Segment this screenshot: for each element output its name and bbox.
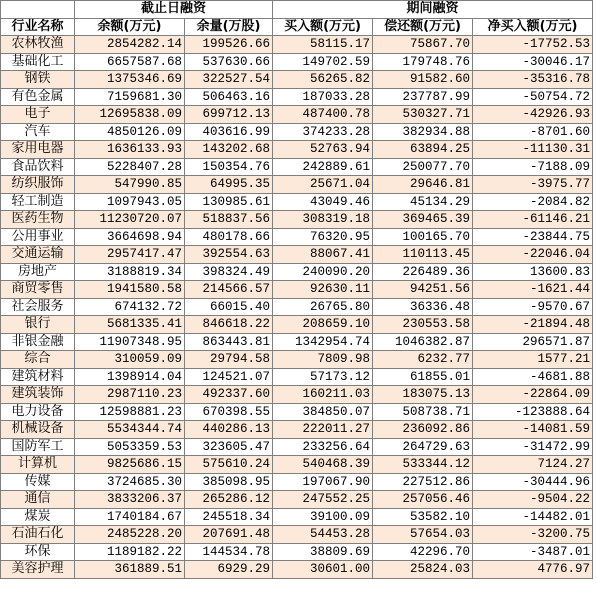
- net-buy-cell: -123888.64: [473, 403, 593, 421]
- volume-cell: 199526.66: [185, 36, 273, 54]
- industry-cell: 农林牧渔: [1, 36, 75, 54]
- net-buy-cell: -23844.75: [473, 228, 593, 246]
- repay-cell: 508738.71: [373, 403, 473, 421]
- buy-cell: 25671.04: [273, 176, 373, 194]
- table-row: [1, 368, 593, 386]
- repay-cell: 94251.56: [373, 281, 473, 299]
- volume-cell: 518837.56: [185, 211, 273, 229]
- table-row: [1, 36, 593, 54]
- industry-cell: 机械设备: [1, 421, 75, 439]
- balance-cell: 12598881.23: [75, 403, 185, 421]
- table-row: [1, 561, 593, 579]
- buy-cell: 26765.80: [273, 298, 373, 316]
- balance-cell: 3833206.37: [75, 491, 185, 509]
- volume-cell: 846618.22: [185, 316, 273, 334]
- volume-cell: 130985.61: [185, 193, 273, 211]
- balance-cell: 361889.51: [75, 561, 185, 579]
- volume-cell: 323605.47: [185, 438, 273, 456]
- volume-cell: 403616.99: [185, 123, 273, 141]
- volume-cell: 6929.29: [185, 561, 273, 579]
- buy-cell: 233256.64: [273, 438, 373, 456]
- table-row: [1, 403, 593, 421]
- table-row: [1, 543, 593, 561]
- buy-cell: 208659.10: [273, 316, 373, 334]
- balance-cell: 12695838.09: [75, 106, 185, 124]
- balance-cell: 5681335.41: [75, 316, 185, 334]
- repay-cell: 29646.81: [373, 176, 473, 194]
- table-header: [1, 1, 593, 36]
- industry-cell: 有色金属: [1, 88, 75, 106]
- repay-cell: 53582.10: [373, 508, 473, 526]
- repay-cell: 45134.29: [373, 193, 473, 211]
- net-buy-cell: -14482.01: [473, 508, 593, 526]
- col-header-balance: 余额(万元): [75, 18, 185, 36]
- repay-cell: 533344.12: [373, 456, 473, 474]
- industry-cell: 公用事业: [1, 228, 75, 246]
- repay-cell: 183075.13: [373, 386, 473, 404]
- buy-cell: 540468.39: [273, 456, 373, 474]
- industry-cell: 轻工制造: [1, 193, 75, 211]
- table-row: [1, 71, 593, 89]
- repay-cell: 382934.88: [373, 123, 473, 141]
- volume-cell: 398324.49: [185, 263, 273, 281]
- table-row: [1, 421, 593, 439]
- col-header-industry: 行业名称: [1, 18, 75, 36]
- volume-cell: 29794.58: [185, 351, 273, 369]
- industry-cell: 基础化工: [1, 53, 75, 71]
- buy-cell: 7809.98: [273, 351, 373, 369]
- table-row: [1, 438, 593, 456]
- industry-cell: 建筑材料: [1, 368, 75, 386]
- industry-cell: 社会服务: [1, 298, 75, 316]
- balance-cell: 3664698.94: [75, 228, 185, 246]
- balance-cell: 2485228.20: [75, 526, 185, 544]
- industry-cell: 综合: [1, 351, 75, 369]
- net-buy-cell: -30046.17: [473, 53, 593, 71]
- table-body: [1, 36, 593, 579]
- industry-cell: 医药生物: [1, 211, 75, 229]
- net-buy-cell: -22046.04: [473, 246, 593, 264]
- balance-cell: 9825686.15: [75, 456, 185, 474]
- table-row: [1, 281, 593, 299]
- balance-cell: 1097943.05: [75, 193, 185, 211]
- balance-cell: 547990.85: [75, 176, 185, 194]
- col-header-repay: 偿还额(万元): [373, 18, 473, 36]
- industry-cell: 电子: [1, 106, 75, 124]
- buy-cell: 242889.61: [273, 158, 373, 176]
- repay-cell: 100165.70: [373, 228, 473, 246]
- balance-cell: 2957417.47: [75, 246, 185, 264]
- buy-cell: 39100.09: [273, 508, 373, 526]
- repay-cell: 250077.70: [373, 158, 473, 176]
- col-header-buy: 买入额(万元): [273, 18, 373, 36]
- net-buy-cell: -30444.96: [473, 473, 593, 491]
- buy-cell: 374233.28: [273, 123, 373, 141]
- table-row: [1, 246, 593, 264]
- balance-cell: 11907348.95: [75, 333, 185, 351]
- repay-cell: 63894.25: [373, 141, 473, 159]
- table-row: [1, 298, 593, 316]
- industry-cell: 银行: [1, 316, 75, 334]
- balance-cell: 1941580.58: [75, 281, 185, 299]
- buy-cell: 52763.94: [273, 141, 373, 159]
- repay-cell: 110113.45: [373, 246, 473, 264]
- volume-cell: 64995.35: [185, 176, 273, 194]
- industry-cell: 房地产: [1, 263, 75, 281]
- balance-cell: 6657587.68: [75, 53, 185, 71]
- repay-cell: 257056.46: [373, 491, 473, 509]
- table-row: [1, 526, 593, 544]
- balance-cell: 5053359.53: [75, 438, 185, 456]
- industry-cell: 纺织服饰: [1, 176, 75, 194]
- industry-cell: 商贸零售: [1, 281, 75, 299]
- repay-cell: 75867.70: [373, 36, 473, 54]
- balance-cell: 5228407.28: [75, 158, 185, 176]
- table-row: [1, 88, 593, 106]
- net-buy-cell: 1577.21: [473, 351, 593, 369]
- header-group-end-of-day: 截止日融资: [75, 1, 273, 19]
- net-buy-cell: 13600.83: [473, 263, 593, 281]
- industry-cell: 石油石化: [1, 526, 75, 544]
- repay-cell: 25824.03: [373, 561, 473, 579]
- repay-cell: 226489.36: [373, 263, 473, 281]
- volume-cell: 699712.13: [185, 106, 273, 124]
- balance-cell: 1375346.69: [75, 71, 185, 89]
- table-row: [1, 351, 593, 369]
- table-row: [1, 53, 593, 71]
- net-buy-cell: 7124.27: [473, 456, 593, 474]
- table-row: [1, 491, 593, 509]
- volume-cell: 245518.34: [185, 508, 273, 526]
- repay-cell: 227512.86: [373, 473, 473, 491]
- repay-cell: 91582.60: [373, 71, 473, 89]
- buy-cell: 487400.78: [273, 106, 373, 124]
- header-group-period: 期间融资: [273, 1, 593, 19]
- net-buy-cell: 4776.97: [473, 561, 593, 579]
- header-column-row: [1, 18, 593, 36]
- table-row: [1, 316, 593, 334]
- balance-cell: 11230720.07: [75, 211, 185, 229]
- balance-cell: 1189182.22: [75, 543, 185, 561]
- industry-cell: 汽车: [1, 123, 75, 141]
- buy-cell: 54453.28: [273, 526, 373, 544]
- net-buy-cell: -1621.44: [473, 281, 593, 299]
- table-row: [1, 386, 593, 404]
- net-buy-cell: -2084.82: [473, 193, 593, 211]
- buy-cell: 384850.07: [273, 403, 373, 421]
- volume-cell: 537630.66: [185, 53, 273, 71]
- table-row: [1, 158, 593, 176]
- repay-cell: 230553.58: [373, 316, 473, 334]
- volume-cell: 575610.24: [185, 456, 273, 474]
- buy-cell: 187033.28: [273, 88, 373, 106]
- volume-cell: 124521.07: [185, 368, 273, 386]
- industry-cell: 交通运输: [1, 246, 75, 264]
- balance-cell: 5534344.74: [75, 421, 185, 439]
- header-group-row: [1, 1, 593, 19]
- buy-cell: 58115.17: [273, 36, 373, 54]
- balance-cell: 674132.72: [75, 298, 185, 316]
- col-header-volume: 余量(万股): [185, 18, 273, 36]
- balance-cell: 1398914.04: [75, 368, 185, 386]
- balance-cell: 4850126.09: [75, 123, 185, 141]
- repay-cell: 1046382.87: [373, 333, 473, 351]
- repay-cell: 264729.63: [373, 438, 473, 456]
- volume-cell: 385098.95: [185, 473, 273, 491]
- volume-cell: 66015.40: [185, 298, 273, 316]
- net-buy-cell: -8701.60: [473, 123, 593, 141]
- net-buy-cell: -9570.67: [473, 298, 593, 316]
- balance-cell: 3724685.30: [75, 473, 185, 491]
- table-row: [1, 456, 593, 474]
- table-row: [1, 106, 593, 124]
- buy-cell: 76320.95: [273, 228, 373, 246]
- net-buy-cell: -31472.99: [473, 438, 593, 456]
- net-buy-cell: -14081.59: [473, 421, 593, 439]
- buy-cell: 149702.59: [273, 53, 373, 71]
- industry-cell: 电力设备: [1, 403, 75, 421]
- volume-cell: 265286.12: [185, 491, 273, 509]
- buy-cell: 92630.11: [273, 281, 373, 299]
- repay-cell: 237787.99: [373, 88, 473, 106]
- repay-cell: 236092.86: [373, 421, 473, 439]
- volume-cell: 670398.55: [185, 403, 273, 421]
- net-buy-cell: -7188.09: [473, 158, 593, 176]
- repay-cell: 42296.70: [373, 543, 473, 561]
- net-buy-cell: -22864.09: [473, 386, 593, 404]
- buy-cell: 57173.12: [273, 368, 373, 386]
- industry-cell: 家用电器: [1, 141, 75, 159]
- buy-cell: 30601.00: [273, 561, 373, 579]
- repay-cell: 61855.01: [373, 368, 473, 386]
- net-buy-cell: -42926.93: [473, 106, 593, 124]
- volume-cell: 322527.54: [185, 71, 273, 89]
- volume-cell: 492337.60: [185, 386, 273, 404]
- net-buy-cell: -11130.31: [473, 141, 593, 159]
- balance-cell: 3188819.34: [75, 263, 185, 281]
- net-buy-cell: -3975.77: [473, 176, 593, 194]
- table-row: [1, 333, 593, 351]
- volume-cell: 144534.78: [185, 543, 273, 561]
- net-buy-cell: -35316.78: [473, 71, 593, 89]
- industry-cell: 国防军工: [1, 438, 75, 456]
- buy-cell: 308319.18: [273, 211, 373, 229]
- repay-cell: 530327.71: [373, 106, 473, 124]
- net-buy-cell: -17752.53: [473, 36, 593, 54]
- buy-cell: 160211.03: [273, 386, 373, 404]
- balance-cell: 1636133.93: [75, 141, 185, 159]
- table-row: [1, 193, 593, 211]
- industry-cell: 建筑装饰: [1, 386, 75, 404]
- balance-cell: 2854282.14: [75, 36, 185, 54]
- buy-cell: 38809.69: [273, 543, 373, 561]
- industry-cell: 环保: [1, 543, 75, 561]
- repay-cell: 179748.76: [373, 53, 473, 71]
- industry-cell: 食品饮料: [1, 158, 75, 176]
- table-row: [1, 211, 593, 229]
- industry-cell: 美容护理: [1, 561, 75, 579]
- repay-cell: 57654.03: [373, 526, 473, 544]
- table-row: [1, 263, 593, 281]
- repay-cell: 6232.77: [373, 351, 473, 369]
- repay-cell: 36336.48: [373, 298, 473, 316]
- industry-cell: 煤炭: [1, 508, 75, 526]
- table-row: [1, 176, 593, 194]
- net-buy-cell: -4681.88: [473, 368, 593, 386]
- buy-cell: 240090.20: [273, 263, 373, 281]
- repay-cell: 369465.39: [373, 211, 473, 229]
- volume-cell: 143202.68: [185, 141, 273, 159]
- buy-cell: 43049.46: [273, 193, 373, 211]
- volume-cell: 392554.63: [185, 246, 273, 264]
- buy-cell: 88067.41: [273, 246, 373, 264]
- net-buy-cell: 296571.87: [473, 333, 593, 351]
- industry-cell: 通信: [1, 491, 75, 509]
- buy-cell: 1342954.74: [273, 333, 373, 351]
- volume-cell: 440286.13: [185, 421, 273, 439]
- net-buy-cell: -61146.21: [473, 211, 593, 229]
- table-row: [1, 508, 593, 526]
- volume-cell: 506463.16: [185, 88, 273, 106]
- net-buy-cell: -50754.72: [473, 88, 593, 106]
- buy-cell: 197067.90: [273, 473, 373, 491]
- header-blank-cell: [1, 1, 75, 19]
- buy-cell: 247552.25: [273, 491, 373, 509]
- col-header-net-buy: 净买入额(万元): [473, 18, 593, 36]
- industry-cell: 传媒: [1, 473, 75, 491]
- balance-cell: 310059.09: [75, 351, 185, 369]
- net-buy-cell: -21894.48: [473, 316, 593, 334]
- buy-cell: 222011.27: [273, 421, 373, 439]
- industry-cell: 非银金融: [1, 333, 75, 351]
- table-row: [1, 141, 593, 159]
- volume-cell: 214566.57: [185, 281, 273, 299]
- buy-cell: 56265.82: [273, 71, 373, 89]
- industry-cell: 计算机: [1, 456, 75, 474]
- industry-cell: 钢铁: [1, 71, 75, 89]
- volume-cell: 150354.76: [185, 158, 273, 176]
- table-row: [1, 473, 593, 491]
- net-buy-cell: -9504.22: [473, 491, 593, 509]
- balance-cell: 7159681.30: [75, 88, 185, 106]
- volume-cell: 480178.66: [185, 228, 273, 246]
- table-row: [1, 123, 593, 141]
- net-buy-cell: -3200.75: [473, 526, 593, 544]
- volume-cell: 207691.48: [185, 526, 273, 544]
- volume-cell: 863443.81: [185, 333, 273, 351]
- balance-cell: 1740184.67: [75, 508, 185, 526]
- net-buy-cell: -3487.01: [473, 543, 593, 561]
- table-row: [1, 228, 593, 246]
- balance-cell: 2987110.23: [75, 386, 185, 404]
